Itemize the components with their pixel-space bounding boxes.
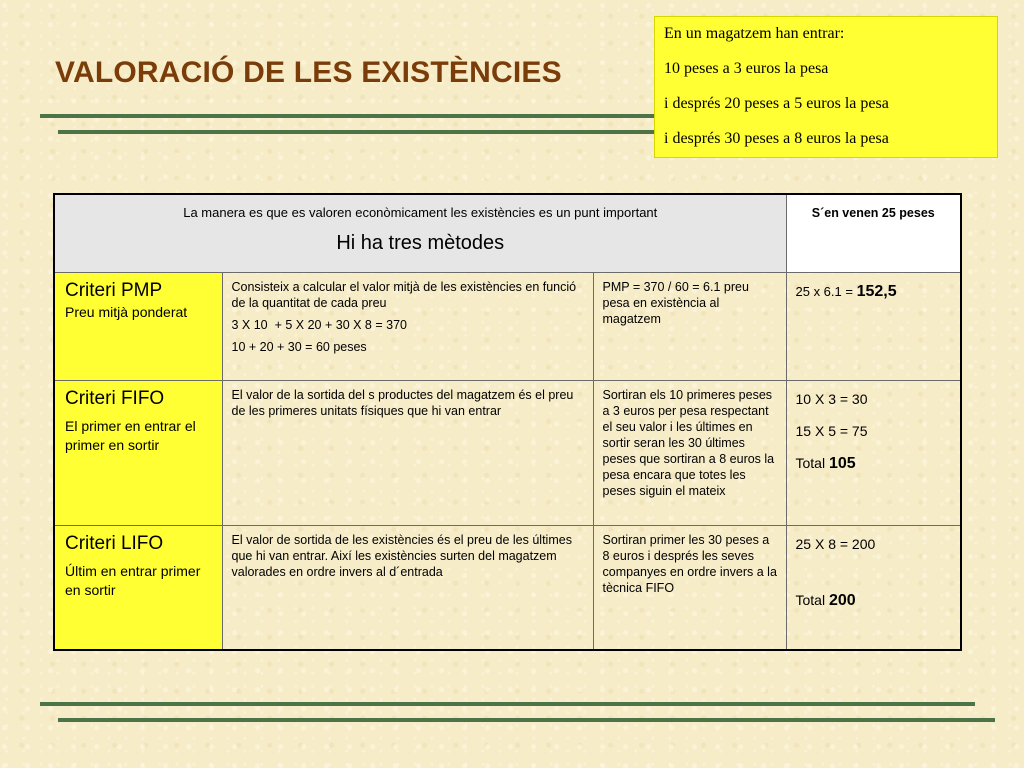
result-text: 25 x 6.1 = xyxy=(795,283,857,299)
explanation-formula: 10 + 20 + 30 = 60 peses xyxy=(231,339,367,354)
table-row xyxy=(54,525,961,650)
page-title: VALORACIÓ DE LES EXISTÈNCIES xyxy=(55,56,562,89)
explanation-formula: 3 X 10 + 5 X 20 + 30 X 8 = 370 xyxy=(231,317,407,332)
header-methods-text: Hi ha tres mètodes xyxy=(336,232,505,254)
criterion-description: El primer en entrar el primer en sortir xyxy=(65,417,196,453)
problem-statement-box xyxy=(654,16,998,158)
footer-rule-top xyxy=(40,702,975,706)
table-row xyxy=(54,272,961,380)
header-intro-text: La manera es que es valoren econòmicament les existències es un punt important xyxy=(183,205,658,220)
explanation-cell xyxy=(222,380,593,525)
title-rule-top xyxy=(40,114,657,118)
footer-rule-bottom xyxy=(58,718,995,722)
criterion-cell-lifo xyxy=(54,525,222,650)
total-label: Total xyxy=(795,454,829,471)
explanation-text: El valor de sortida de les existències és el preu de les últimes que hi van entrar. Així les existències surten del magatzem valorades en ordre invers al d´entrada xyxy=(231,532,572,579)
detail-cell xyxy=(593,380,786,525)
explanation-text: Consisteix a calcular el valor mitjà de les existències en funció de la quantitat de cada preu xyxy=(231,279,577,310)
criterion-cell-fifo xyxy=(54,380,222,525)
criterion-name: Criteri FIFO xyxy=(65,387,165,409)
result-value: 152,5 xyxy=(856,282,897,300)
note-line: En un magatzem han entrar: xyxy=(664,25,845,42)
result-line: 25 X 8 = 200 xyxy=(795,535,876,552)
detail-text: Sortiran els 10 primeres peses a 3 euros per pesa respectant el seu valor i les últimes en sortir seran les 30 últimes peses que sortiran a 8 euros la pesa encara que totes les peses siguin el mateix xyxy=(602,387,775,498)
total-value: 105 xyxy=(828,454,856,472)
result-cell xyxy=(786,525,961,650)
result-cell xyxy=(786,380,961,525)
detail-cell xyxy=(593,525,786,650)
total-label: Total xyxy=(795,591,829,608)
table-header-row xyxy=(54,194,961,272)
criterion-description: Preu mitjà ponderat xyxy=(65,303,188,320)
criterion-name: Criteri PMP xyxy=(65,279,163,301)
result-line: 15 X 5 = 75 xyxy=(795,422,868,439)
total-value: 200 xyxy=(828,591,856,609)
explanation-cell xyxy=(222,272,593,380)
header-intro-cell xyxy=(54,194,786,272)
explanation-cell xyxy=(222,525,593,650)
detail-text: PMP = 370 / 60 = 6.1 preu pesa en existència al magatzem xyxy=(602,279,749,326)
detail-text: Sortiran primer les 30 peses a 8 euros i després les seves companyes en ordre invers a la tècnica FIFO xyxy=(602,532,777,595)
header-sold-cell: S´en venen 25 peses xyxy=(786,194,961,272)
title-rule-bottom xyxy=(58,130,657,134)
table-row xyxy=(54,380,961,525)
explanation-text: El valor de la sortida del s productes del magatzem és el preu de les primeres unitats físiques que hi van entrar xyxy=(231,387,574,418)
result-line: 10 X 3 = 30 xyxy=(795,390,868,407)
detail-cell xyxy=(593,272,786,380)
criterion-name: Criteri LIFO xyxy=(65,532,164,554)
note-line: i després 20 peses a 5 euros la pesa xyxy=(664,95,889,112)
criterion-description: Últim en entrar primer en sortir xyxy=(65,562,201,598)
valuation-methods-table xyxy=(53,193,962,651)
note-line: i després 30 peses a 8 euros la pesa xyxy=(664,130,889,147)
result-cell xyxy=(786,272,961,380)
note-line: 10 peses a 3 euros la pesa xyxy=(664,60,829,77)
criterion-cell-pmp xyxy=(54,272,222,380)
